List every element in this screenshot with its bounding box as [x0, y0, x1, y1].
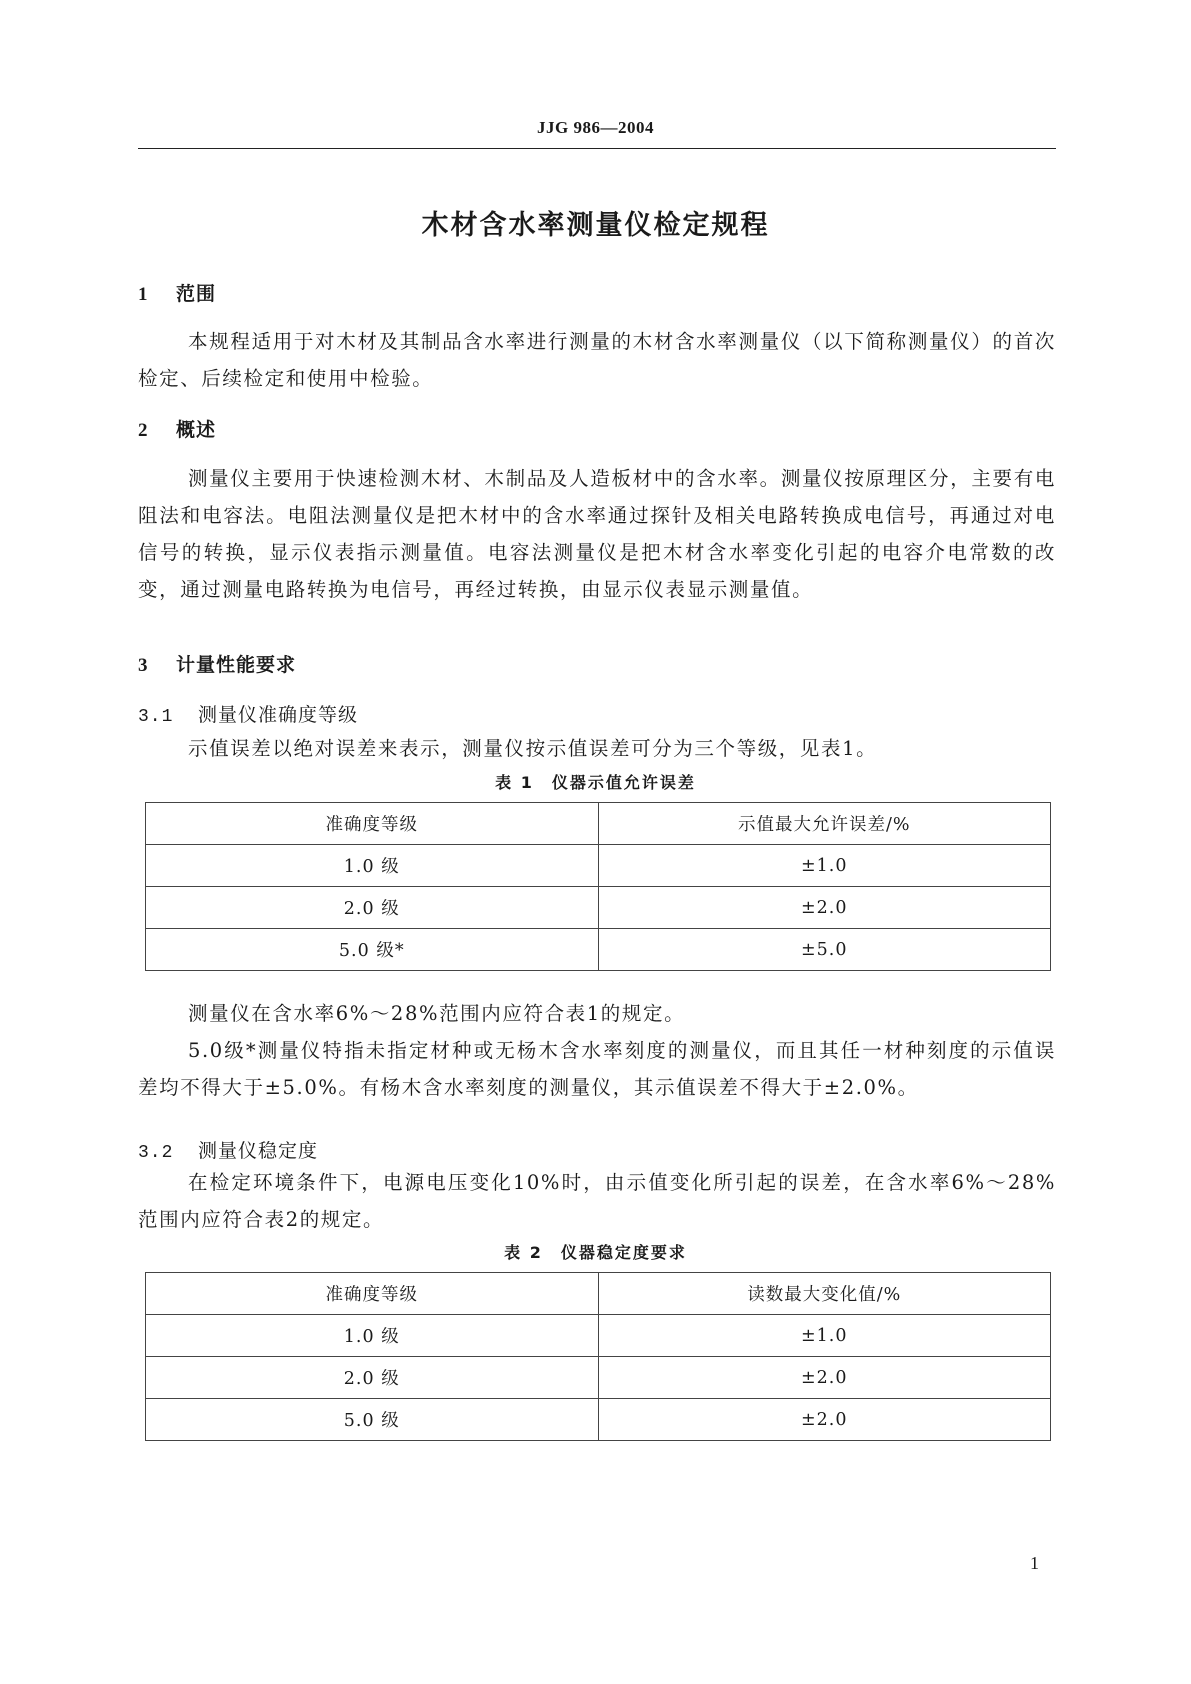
table-2-cell: 5.0 级 [146, 1399, 599, 1441]
table-1-header-row [146, 803, 1051, 845]
table-1-cell: ±1.0 [598, 845, 1051, 887]
standard-code: JJG 986—2004 [537, 118, 654, 137]
table-row [146, 887, 1051, 929]
section-1-paragraph: 本规程适用于对木材及其制品含水率进行测量的木材含水率测量仪（以下简称测量仪）的首次检定、后续检定和使用中检验。 [138, 330, 1056, 390]
subsection-3-2-number: 3.2 [138, 1143, 174, 1163]
section-1-heading [138, 279, 216, 306]
table-row [146, 1357, 1051, 1399]
subsection-3-1-paragraph: 示值误差以绝对误差来表示，测量仪按示值误差可分为三个等级，见表1。 [188, 737, 878, 760]
table-1-cell: 1.0 级 [146, 845, 599, 887]
table-2-cell: ±2.0 [598, 1399, 1051, 1441]
subsection-3-1-number: 3.1 [138, 707, 174, 727]
subsection-3-1-heading [138, 700, 358, 727]
section-1-number: 1 [138, 284, 149, 305]
table-row [146, 845, 1051, 887]
table-1 [145, 802, 1051, 971]
table-1-cell: ±5.0 [598, 929, 1051, 971]
table-2-header-grade: 准确度等级 [146, 1273, 599, 1315]
section-2-paragraph: 测量仪主要用于快速检测木材、木制品及人造板材中的含水率。测量仪按原理区分，主要有电阻法和电容法。电阻法测量仪是把木材中的含水率通过探针及相关电路转换成电信号，再通过对电信号的转换，显示仪表指示测量值。电容法测量仪是把木材含水率变化引起的电容介电常数的改变，通过测量电路转换为电信号，再经过转换，由显示仪表显示测量值。 [138, 467, 1056, 601]
header-rule [138, 148, 1056, 149]
subsection-3-1-title: 测量仪准确度等级 [198, 704, 359, 726]
section-2-heading [138, 415, 216, 442]
section-2-title: 概述 [176, 419, 217, 441]
table-1-cell: 5.0 级* [146, 929, 599, 971]
table-1-header-error: 示值最大允许误差/% [598, 803, 1051, 845]
table-1-cell: 2.0 级 [146, 887, 599, 929]
table-2-cell: ±1.0 [598, 1315, 1051, 1357]
table-1-header-grade: 准确度等级 [146, 803, 599, 845]
section-2-number: 2 [138, 420, 149, 441]
document-title: 木材含水率测量仪检定规程 [421, 210, 770, 241]
table-2-cell: ±2.0 [598, 1357, 1051, 1399]
table-row [146, 929, 1051, 971]
table-2-cell: 2.0 级 [146, 1357, 599, 1399]
subsection-3-2-heading [138, 1136, 318, 1163]
table-2-caption: 表 2 仪器稳定度要求 [504, 1243, 687, 1262]
table-2-header-change: 读数最大变化值/% [598, 1273, 1051, 1315]
table-1-note-paragraph: 测量仪在含水率6%～28%范围内应符合表1的规定。 [188, 1002, 686, 1025]
section-3-number: 3 [138, 655, 149, 676]
section-3-heading [138, 650, 296, 677]
subsection-3-2-paragraph: 在检定环境条件下，电源电压变化10%时，由示值变化所引起的误差，在含水率6%～28%范围内应符合表2的规定。 [138, 1171, 1056, 1231]
section-1-title: 范围 [176, 283, 217, 305]
page-number: 1 [1030, 1553, 1039, 1573]
table-1-caption: 表 1 仪器示值允许误差 [495, 773, 696, 792]
table-2 [145, 1272, 1051, 1441]
table-2-header-row [146, 1273, 1051, 1315]
section-3-title: 计量性能要求 [176, 654, 297, 676]
table-2-cell: 1.0 级 [146, 1315, 599, 1357]
grade-5-footnote-paragraph: 5.0级*测量仪特指未指定材种或无杨木含水率刻度的测量仪，而且其任一材种刻度的示值误差均不得大于±5.0%。有杨木含水率刻度的测量仪，其示值误差不得大于±2.0%。 [138, 1039, 1056, 1099]
table-1-cell: ±2.0 [598, 887, 1051, 929]
subsection-3-2-title: 测量仪稳定度 [198, 1140, 319, 1162]
table-row [146, 1315, 1051, 1357]
table-row [146, 1399, 1051, 1441]
